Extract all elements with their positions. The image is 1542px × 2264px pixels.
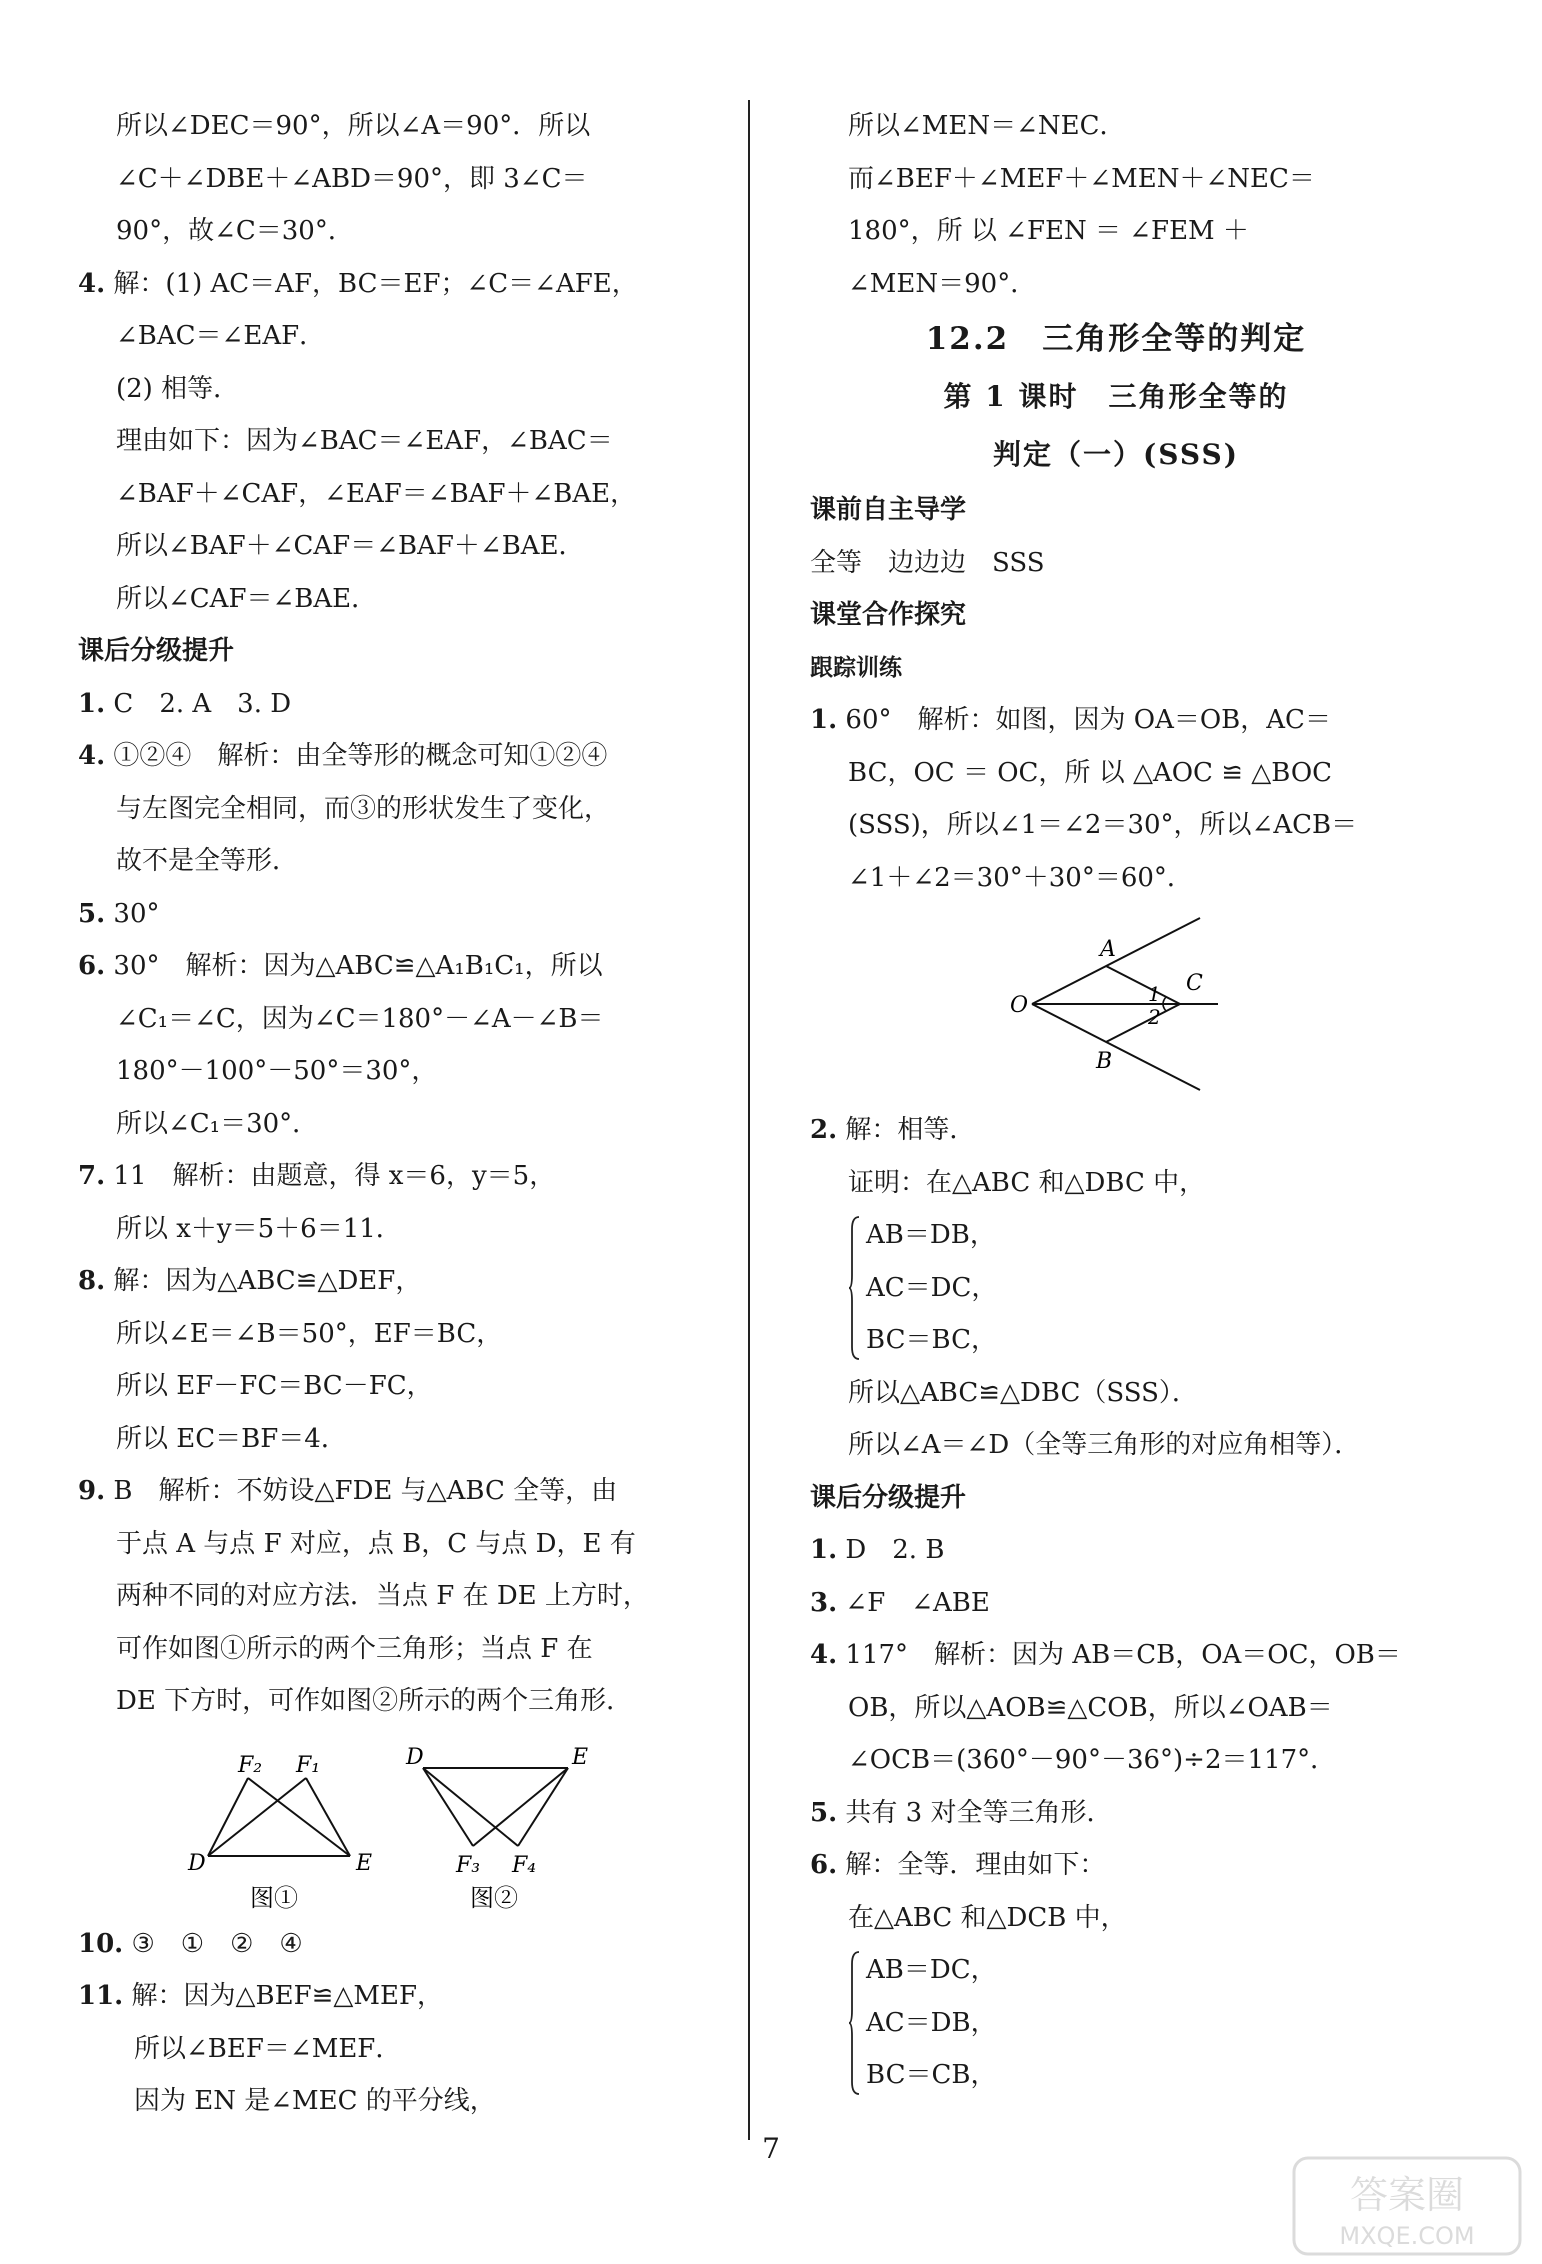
segment-BC [1106, 1004, 1180, 1042]
item-number: 4. [78, 268, 106, 299]
text-line [78, 1308, 690, 1361]
text-line [78, 1255, 690, 1308]
line-text: 于点 A 与点 F 对应，点 B，C 与点 D，E 有 [116, 1528, 636, 1559]
line-text: ∠1＋∠2＝30°＋30°＝60°． [848, 862, 1193, 893]
line-text: 所以∠BEF＝∠MEF． [134, 2033, 402, 2064]
item-number: 9. [78, 1476, 106, 1506]
text-line [78, 1918, 690, 1971]
line-text: 解：(1) AC＝AF，BC＝EF；∠C＝∠AFE， [113, 268, 638, 299]
text-line [810, 205, 1422, 258]
line-text: B 解析：不妨设△FDE 与△ABC 全等，由 [113, 1476, 618, 1506]
line-text: ∠C₁＝∠C，因为∠C＝180°－∠A－∠B＝ [116, 1003, 604, 1034]
text-line [78, 310, 690, 363]
point-label: F₃ [456, 1852, 481, 1878]
angle-label: 2 [1148, 1005, 1161, 1029]
text-line [810, 1629, 1422, 1682]
line-text: 因为 EN 是∠MEC 的平分线， [134, 2086, 496, 2116]
angle-diagram [810, 904, 1422, 1104]
equation-line: AC＝DC， [866, 1272, 998, 1303]
line-text: 30° [113, 898, 160, 929]
line-text: 所以∠MEN＝∠NEC． [848, 111, 1126, 141]
equation-system [810, 1944, 1422, 2102]
text-line [78, 1150, 690, 1203]
item-number: 8. [78, 1266, 106, 1296]
line-text: 解：因为△BEF≌△MEF， [131, 1981, 444, 2011]
text-line [78, 415, 690, 468]
line-text: 180°－100°－50°＝30°， [116, 1056, 438, 1086]
section-title: 12.2 三角形全等的判定 [925, 321, 1307, 357]
line-text: 两种不同的对应方法．当点 F 在 DE 上方时， [116, 1581, 649, 1611]
line-text: 所以∠E＝∠B＝50°，EF＝BC， [116, 1318, 503, 1349]
line-text: 所以∠A＝∠D（全等三角形的对应角相等）． [848, 1430, 1361, 1460]
section-heading: 课堂合作探究 [810, 600, 967, 630]
text-line [78, 783, 690, 836]
item-number: 1. [78, 688, 106, 719]
text-line [810, 1577, 1422, 1630]
svg-text:MXQE.COM: MXQE.COM [1339, 2222, 1475, 2250]
point-label: O [1010, 993, 1029, 1018]
figure-angle [810, 904, 1422, 1104]
column-divider [748, 100, 750, 2140]
equation-system [810, 1209, 1422, 1367]
line-text: 180°，所 以 ∠FEN ＝ ∠FEM ＋ [848, 216, 1249, 246]
line-text: C 2. A 3. D [113, 688, 292, 719]
text-line [810, 1104, 1422, 1157]
text-line [78, 1465, 690, 1518]
text-line [78, 573, 690, 626]
point-label: B [1096, 1049, 1113, 1074]
text-line [78, 1360, 690, 1413]
line-text: 理由如下：因为∠BAC＝∠EAF，∠BAC＝ [116, 426, 613, 456]
item-number: 5. [810, 1797, 838, 1828]
text-line [810, 258, 1422, 311]
line-text: 117° 解析：因为 AB＝CB，OA＝OC，OB＝ [845, 1640, 1401, 1670]
text-line [78, 363, 690, 416]
equation-line: AC＝DB， [866, 2007, 997, 2038]
text-line [810, 1892, 1422, 1945]
item-number: 5. [78, 898, 106, 929]
segment-F1E [306, 1778, 350, 1856]
point-label: E [572, 1744, 589, 1770]
item-number: 4. [78, 741, 106, 771]
line-text: 所以∠DEC＝90°，所以∠A＝90°．所以 [116, 111, 591, 141]
line-text: 在△ABC 和△DCB 中， [848, 1902, 1127, 1933]
line-text: ③ ① ② ④ [131, 1928, 303, 1959]
equation-line: BC＝BC， [866, 1325, 997, 1355]
line-text: 所以∠CAF＝∠BAE． [116, 583, 378, 614]
segment-DF1 [208, 1778, 306, 1856]
item-number: 11. [78, 1981, 124, 2011]
line-text: BC，OC ＝ OC，所 以 △AOC ≌ △BOC [848, 757, 1333, 788]
text-line [810, 799, 1422, 852]
text-line [810, 100, 1422, 153]
text-line [78, 1203, 690, 1256]
line-text: 全等 边边边 SSS [810, 547, 1045, 578]
text-line [78, 835, 690, 888]
text-line [78, 940, 690, 993]
line-text: (SSS)，所以∠1＝∠2＝30°，所以∠ACB＝ [848, 810, 1358, 840]
segment-AC [1106, 966, 1180, 1004]
item-number: 2. [810, 1115, 838, 1145]
text-line [78, 205, 690, 258]
line-text: ∠F ∠ABE [845, 1587, 990, 1618]
text-line [810, 1682, 1422, 1735]
lesson-title: 判定（一）(SSS) [993, 438, 1239, 471]
text-line [78, 1413, 690, 1466]
line-text: 而∠BEF＋∠MEF＋∠MEN＋∠NEC＝ [848, 163, 1315, 194]
text-line [78, 678, 690, 731]
item-number: 6. [810, 1850, 838, 1880]
section-heading: 课前自主导学 [810, 495, 967, 525]
text-line [78, 2023, 690, 2076]
line-text: 故不是全等形． [116, 846, 299, 876]
text-line [810, 1787, 1422, 1840]
text-line [810, 1734, 1422, 1787]
text-line [78, 1045, 690, 1098]
ray-OB [1032, 1004, 1200, 1090]
line-text: ∠OCB＝(360°－90°－36°)÷2＝117°． [848, 1745, 1337, 1775]
equation-line: AB＝DB， [866, 1220, 996, 1250]
text-line [78, 2075, 690, 2128]
line-text: 11 解析：由题意，得 x＝6，y＝5， [113, 1161, 556, 1191]
text-line [810, 1367, 1422, 1420]
text-line [810, 852, 1422, 905]
section-heading: 跟踪训练 [810, 654, 902, 681]
point-label: D [188, 1850, 206, 1876]
segment-DF3 [423, 1768, 473, 1846]
text-line [78, 993, 690, 1046]
lesson-title: 第 1 课时 三角形全等的 [943, 380, 1289, 413]
line-text: DE 下方时，可作如图②所示的两个三角形． [116, 1686, 633, 1716]
figure-caption: 图① [250, 1883, 298, 1912]
text-line [78, 520, 690, 573]
item-number: 3. [810, 1587, 838, 1618]
line-text: (2) 相等． [116, 373, 240, 404]
line-text: 所以∠C₁＝30°． [116, 1108, 319, 1139]
point-label: F₁ [296, 1752, 321, 1778]
line-text: 解：全等．理由如下： [845, 1850, 1106, 1880]
item-number: 10. [78, 1928, 124, 1959]
line-text: OB，所以△AOB≌△COB，所以∠OAB＝ [848, 1692, 1333, 1723]
left-brace-icon [848, 1950, 860, 2096]
point-label: C [1186, 971, 1203, 996]
right-column [810, 100, 1422, 2102]
item-number: 1. [810, 1535, 838, 1565]
text-line [810, 537, 1422, 590]
line-text: 共有 3 对全等三角形． [845, 1797, 1113, 1828]
text-line [78, 1675, 690, 1728]
line-text: D 2. B [845, 1535, 945, 1565]
line-text: 所以 EC＝BF＝4． [116, 1423, 347, 1454]
text-line [810, 747, 1422, 800]
text-line [78, 1098, 690, 1151]
figure-triangles [78, 1728, 690, 1918]
point-label: F₄ [512, 1852, 537, 1878]
section-heading: 课后分级提升 [78, 636, 235, 666]
ray-OA [1032, 918, 1200, 1004]
line-text: 60° 解析：如图，因为 OA＝OB，AC＝ [845, 705, 1331, 735]
point-label: D [406, 1744, 424, 1770]
text-line [78, 100, 690, 153]
text-line [78, 1970, 690, 2023]
item-number: 7. [78, 1161, 106, 1191]
left-brace-icon [848, 1215, 860, 1361]
text-line [78, 888, 690, 941]
text-line [78, 153, 690, 206]
line-text: 与左图完全相同，而③的形状发生了变化， [116, 793, 611, 824]
line-text: 解：因为△ABC≌△DEF， [113, 1266, 422, 1296]
text-line [78, 468, 690, 521]
segment-DF2 [208, 1778, 248, 1856]
line-text: 可作如图①所示的两个三角形；当点 F 在 [116, 1633, 593, 1664]
segment-F4E [518, 1768, 568, 1846]
text-line [78, 1570, 690, 1623]
equation-line: BC＝CB， [866, 2060, 997, 2090]
left-column [78, 100, 690, 2128]
item-number: 6. [78, 951, 106, 981]
point-label: A [1100, 937, 1116, 962]
line-text: 90°，故∠C＝30°． [116, 216, 354, 246]
segment-F3E [473, 1768, 568, 1846]
line-text: 所以 EF－FC＝BC－FC， [116, 1371, 433, 1401]
watermark-logo [1292, 2156, 1522, 2256]
text-line [810, 153, 1422, 206]
line-text: ①②④ 解析：由全等形的概念可知①②④ [113, 741, 608, 771]
svg-text:答案圈: 答案圈 [1349, 2173, 1465, 2217]
line-text: ∠MEN＝90°． [848, 268, 1037, 299]
segment-F2E [248, 1778, 350, 1856]
text-line [810, 694, 1422, 747]
text-line [810, 1157, 1422, 1210]
figure-caption: 图② [470, 1883, 518, 1912]
text-line [78, 1623, 690, 1676]
line-text: 解：相等． [845, 1115, 976, 1145]
line-text: ∠C＋∠DBE＋∠ABD＝90°，即 3∠C＝ [116, 163, 588, 194]
page-number: 7 [762, 2132, 780, 2165]
text-line [810, 1839, 1422, 1892]
point-label: E [356, 1850, 373, 1876]
segment-DF4 [423, 1768, 518, 1846]
line-text: 所以 x＋y＝5＋6＝11． [116, 1213, 402, 1244]
text-line [78, 1518, 690, 1571]
line-text: 证明：在△ABC 和△DBC 中， [848, 1167, 1206, 1198]
line-text: 所以∠BAF＋∠CAF＝∠BAF＋∠BAE． [116, 531, 585, 561]
point-label: F₂ [238, 1752, 263, 1778]
text-line [810, 1419, 1422, 1472]
text-line [78, 730, 690, 783]
text-line [810, 1524, 1422, 1577]
line-text: ∠BAF＋∠CAF，∠EAF＝∠BAF＋∠BAE， [116, 478, 637, 509]
triangle-diagram [78, 1728, 690, 1918]
line-text: 所以△ABC≌△DBC（SSS）． [848, 1377, 1198, 1408]
section-heading: 课后分级提升 [810, 1482, 967, 1513]
line-text: ∠BAC＝∠EAF． [116, 321, 326, 351]
text-line [78, 258, 690, 311]
line-text: 30° 解析：因为△ABC≌△A₁B₁C₁，所以 [113, 951, 603, 981]
item-number: 1. [810, 705, 838, 735]
equation-line: AB＝DC， [866, 1955, 997, 1985]
item-number: 4. [810, 1640, 838, 1670]
angle-label: 1 [1148, 982, 1161, 1006]
